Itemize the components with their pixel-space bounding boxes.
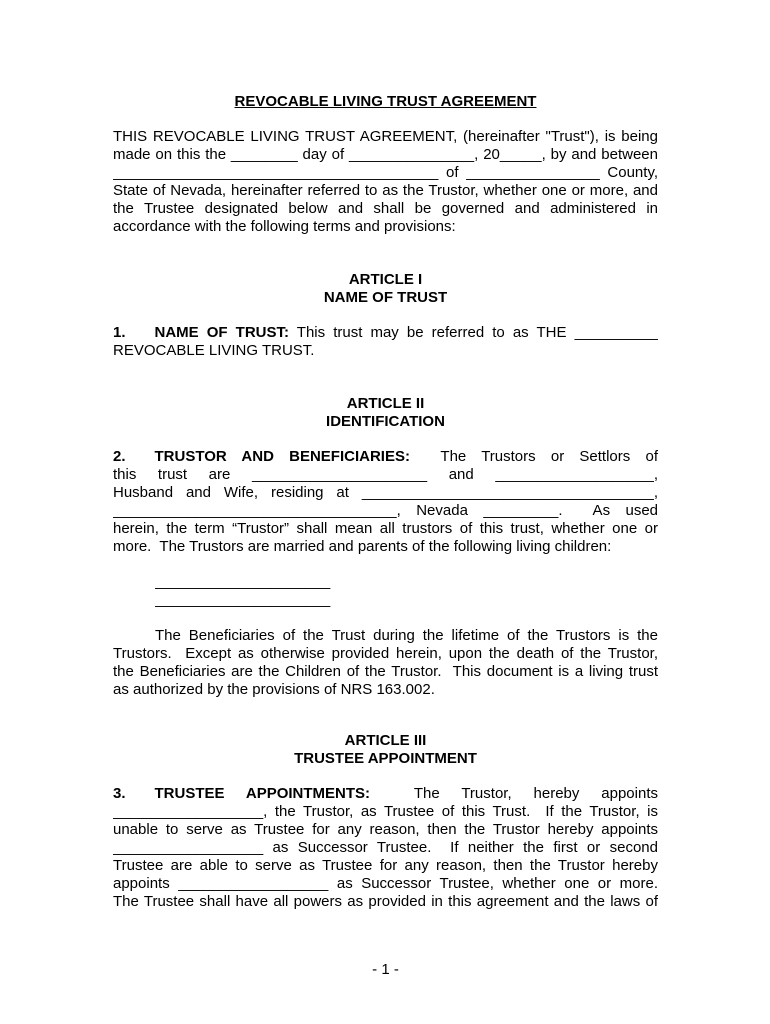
article-1-heading xyxy=(113,271,658,307)
text-line: The Trustee shall have all powers as provided in this agreement and the laws of xyxy=(113,893,658,910)
text-line: Trustors. Except as otherwise provided herein, upon the death of the Trustor, xyxy=(113,645,658,662)
intro-paragraph xyxy=(113,128,658,236)
article-heading-line: ARTICLE I xyxy=(348,271,423,288)
text-line: Trustee are able to serve as Trustee for any reason, then the Trustor hereby xyxy=(113,857,658,874)
article-2-heading xyxy=(113,395,658,431)
text-line: as authorized by the provisions of NRS 163.002. xyxy=(113,681,435,698)
section-2-paragraph xyxy=(113,448,658,556)
text-line: Husband and Wife, residing at ___________________________________, xyxy=(113,484,658,501)
text-line xyxy=(113,324,658,342)
text-line: appoints __________________ as Successor Trustee, whether one or more. xyxy=(113,875,658,892)
section-3-paragraph xyxy=(113,785,658,911)
section-text: This trust may be referred to as THE __________ xyxy=(289,324,658,341)
text-line: The Beneficiaries of the Trust during the lifetime of the Trustors is the xyxy=(155,627,658,644)
text-line: this trust are _____________________ and ___________________, xyxy=(113,466,658,483)
section-label: TRUSTEE APPOINTMENTS: xyxy=(154,785,371,802)
text-line: __________________, the Trustor, as Trustee of this Trust. If the Trustor, is xyxy=(113,803,658,820)
text-line: THIS REVOCABLE LIVING TRUST AGREEMENT, (hereinafter "Trust"), is being xyxy=(113,128,658,145)
text-line: accordance with the following terms and provisions: xyxy=(113,218,456,235)
article-heading-line: NAME OF TRUST xyxy=(323,289,448,306)
article-heading-line: ARTICLE II xyxy=(346,395,425,412)
text-line: State of Nevada, hereinafter referred to as the Trustor, whether one or more, and xyxy=(113,182,658,199)
beneficiaries-paragraph xyxy=(113,627,658,699)
article-heading-line: IDENTIFICATION xyxy=(326,413,445,430)
text-line: made on this the ________ day of _______________, 20_____, by and between xyxy=(113,146,658,163)
section-label: NAME OF TRUST: xyxy=(154,324,289,341)
article-heading-line: ARTICLE III xyxy=(344,732,427,749)
child-name-blank-line: _____________________ xyxy=(155,573,331,590)
text-line: __________________ as Successor Trustee. If neither the first or second xyxy=(113,839,658,856)
section-number: 3. xyxy=(113,785,126,802)
text-line xyxy=(113,785,658,803)
page-number: - 1 - xyxy=(372,961,399,978)
children-blank-lines xyxy=(113,573,658,609)
text-line: the Beneficiaries are the Children of the Trustor. This document is a living trust xyxy=(113,663,658,680)
section-number: 2. xyxy=(113,448,126,465)
text-line: REVOCABLE LIVING TRUST. xyxy=(113,342,315,359)
section-1-paragraph xyxy=(113,324,658,360)
text-line xyxy=(113,448,658,466)
text-line: unable to serve as Trustee for any reason, then the Trustor hereby appoints xyxy=(113,821,658,838)
text-line: _______________________________________ of ________________ County, xyxy=(113,164,658,181)
section-label: TRUSTOR AND BENEFICIARIES: xyxy=(154,448,410,465)
child-name-blank-line: _____________________ xyxy=(155,591,331,608)
section-number: 1. xyxy=(113,324,126,341)
text-line: herein, the term “Trustor” shall mean all trustors of this trust, whether one or xyxy=(113,520,658,537)
text-line: more. The Trustors are married and parents of the following living children: xyxy=(113,538,612,555)
document-title: REVOCABLE LIVING TRUST AGREEMENT xyxy=(234,93,537,110)
text-line: the Trustee designated below and shall be governed and administered in xyxy=(113,200,658,217)
article-heading-line: TRUSTEE APPOINTMENT xyxy=(294,750,477,767)
article-3-heading xyxy=(113,732,658,768)
section-text: The Trustor, hereby appoints xyxy=(370,785,658,802)
section-text: The Trustors or Settlors of xyxy=(409,448,658,465)
text-line: __________________________________, Nevada _________. As used xyxy=(113,502,658,519)
